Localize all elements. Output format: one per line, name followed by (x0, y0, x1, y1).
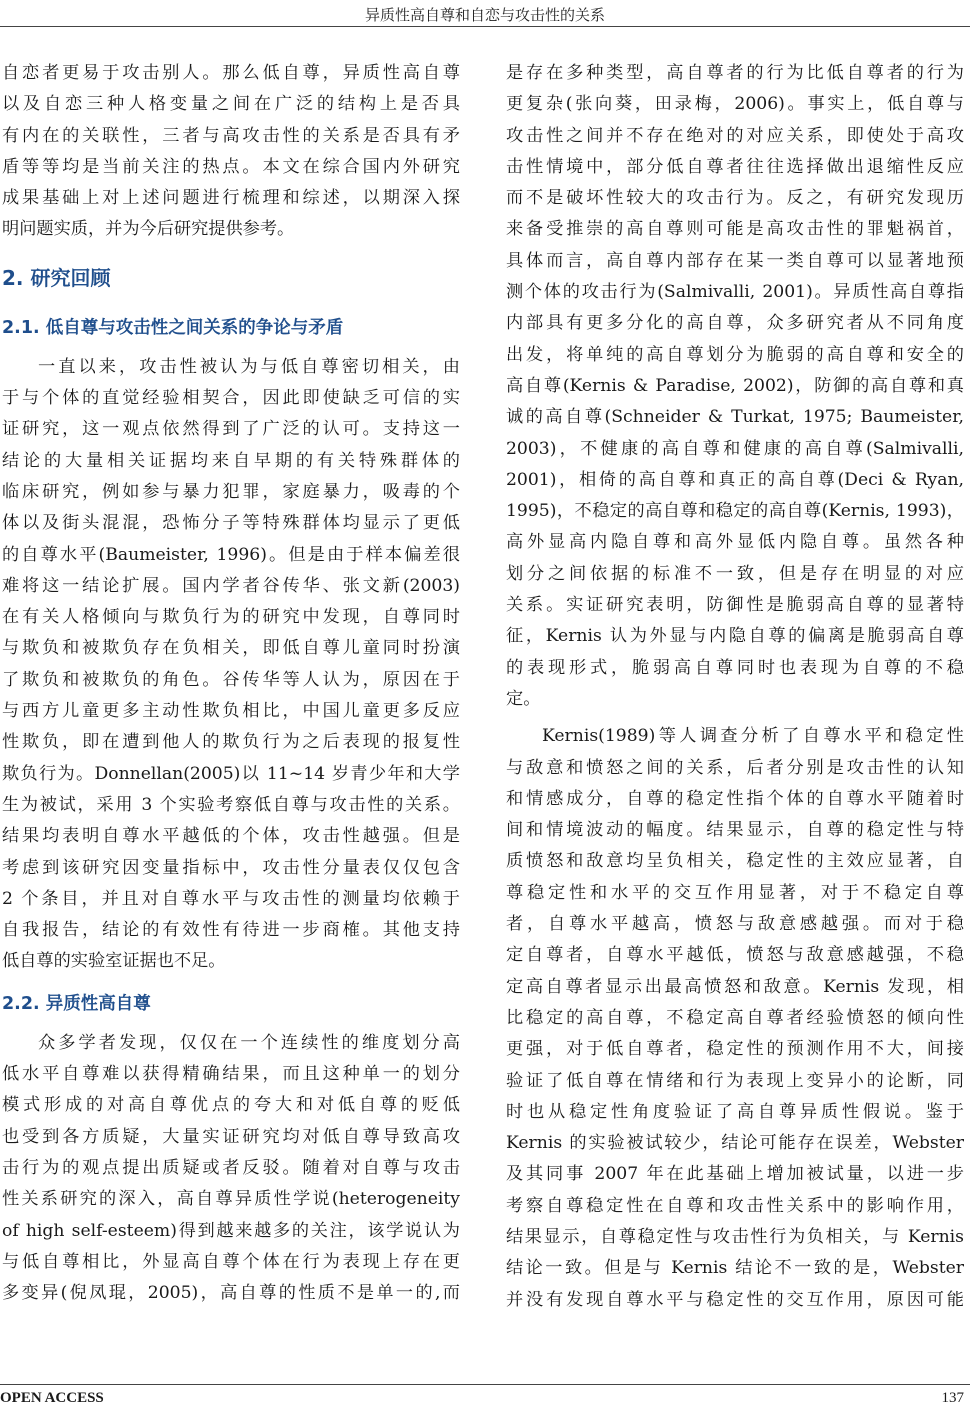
text-line: 性关系研究的深入，高自尊异质性学说(heterogeneity (2, 1189, 460, 1210)
text-line: 盾等等均是当前关注的热点。本文在综合国内外研究 (2, 156, 460, 177)
text-line: 结论的大量相关证据均来自早期的有关特殊群体的 (2, 450, 460, 471)
text-line: 内部具有更多分化的高自尊，众多研究者从不同角度 (506, 313, 964, 334)
text-line: 结论一致。但是与 Kernis 结论不一致的是，Webster (506, 1258, 964, 1279)
text-line: 考察自尊稳定性在自尊和攻击性关系中的影响作用， (506, 1195, 964, 1216)
text-line: 并没有发现自尊水平与稳定性的交互作用，原因可能 (506, 1289, 964, 1310)
text-line: 是存在多种类型，高自尊者的行为比低自尊者的行为 (506, 63, 964, 83)
paragraph-kernis (506, 721, 964, 1316)
text-line: 征，Kernis 认为外显与内隐自尊的偏离是脆弱高自尊 (506, 626, 964, 647)
text-line: 时也从稳定性角度验证了高自尊异质性假说。鉴于 (506, 1101, 964, 1122)
open-access-label: OPEN ACCESS (0, 1390, 104, 1406)
text-line: 难将这一结论扩展。国内学者谷传华、张文新(2003) (2, 575, 460, 596)
text-line: 击行为的观点提出质疑或者反驳。随着对自尊与攻击 (2, 1157, 460, 1178)
paragraph-2-1 (2, 352, 460, 978)
text-line: 比稳定的高自尊，不稳定高自尊者经验愤怒的倾向性 (506, 1007, 964, 1028)
text-line: 有内在的关联性，三者与高攻击性的关系是否具有矛 (2, 125, 460, 146)
text-line: 高外显高内隐自尊和高外显低内隐自尊。虽然各种 (506, 532, 964, 553)
text-line: 定高自尊者显示出最高愤怒和敌意。Kernis 发现，相 (506, 976, 964, 997)
text-line: 临床研究，例如参与暴力犯罪，家庭暴力，吸毒的个 (2, 481, 460, 502)
text-line: 诚的高自尊(Schneider & Turkat, 1975; Baumeister, (506, 407, 964, 428)
text-line: 定。 (506, 688, 541, 709)
paragraph-heterogeneity (506, 58, 964, 715)
text-line: 与欺负和被欺负存在负相关，即低自尊儿童同时扮演 (2, 638, 460, 659)
header-rule (0, 26, 970, 27)
text-line: 低自尊的实验室证据也不足。 (2, 951, 226, 972)
text-line: 高自尊(Kernis & Paradise, 2002)，防御的高自尊和真 (506, 375, 964, 396)
text-line: 结果显示，自尊稳定性与攻击性行为负相关，与 Kernis (506, 1226, 964, 1247)
text-line: 低水平自尊难以获得精确结果，而且这种单一的划分 (2, 1064, 460, 1085)
paragraph-2-2 (2, 1028, 460, 1310)
text-line: 众多学者发现，仅仅在一个连续性的维度划分高 (38, 1032, 460, 1053)
text-line: 模式形成的对高自尊优点的夸大和对低自尊的贬低 (2, 1095, 460, 1116)
text-line: 和情感成分，自尊的稳定性指个体的自尊水平随着时 (506, 788, 964, 809)
text-line: 2 个条目，并且对自尊水平与攻击性的测量均依赖于 (2, 888, 460, 909)
text-line: 了欺负和被欺负的角色。谷传华等人认为，原因在于 (2, 669, 460, 690)
text-line: 关系。实证研究表明，防御性是脆弱高自尊的显著特 (506, 595, 964, 616)
page-number: 137 (941, 1390, 964, 1406)
text-line: 结果均表明自尊水平越低的个体，攻击性越强。但是 (2, 826, 460, 847)
text-line: 体以及街头混混，恐怖分子等特殊群体均显示了更低 (2, 513, 460, 534)
text-line: 验证了低自尊在情绪和行为表现上变异小的论断，同 (506, 1070, 964, 1091)
text-line: 出发，将单纯的高自尊划分为脆弱的高自尊和安全的 (506, 344, 964, 365)
text-line: 而不是破坏性较大的攻击行为。反之，有研究发现历 (506, 188, 964, 209)
text-line: 一直以来，攻击性被认为与低自尊密切相关，由 (38, 356, 460, 377)
text-line: 成果基础上对上述问题进行梳理和综述，以期深入探 (2, 188, 460, 209)
text-line: 更强，对于低自尊者，稳定性的预测作用不大，间接 (506, 1039, 964, 1060)
text-line: 自恋者更易于攻击别人。那么低自尊，异质性高自尊 (2, 63, 460, 83)
running-title: 异质性高自尊和自恋与攻击性的关系 (364, 6, 605, 24)
text-line: Kernis(1989)等人调查分析了自尊水平和稳定性 (542, 726, 964, 747)
text-line: 于与个体的直觉经验相契合，因此即使缺乏可信的实 (2, 388, 460, 409)
text-line: 更复杂(张向葵，田录梅，2006)。事实上，低自尊与 (506, 94, 964, 115)
section-heading: 2. 研究回顾 (2, 265, 111, 290)
text-line: 性欺负，即在遭到他人的欺负行为之后表现的报复性 (2, 732, 460, 753)
text-line: 及其同事 2007 年在此基础上增加被试量，以进一步 (506, 1164, 964, 1185)
text-line: 生为被试，采用 3 个实验考察低自尊与攻击性的关系。 (2, 794, 460, 815)
text-line: 划分之间依据的标准不一致，但是存在明显的对应 (506, 563, 964, 584)
text-line: 2003)，不健康的高自尊和健康的高自尊(Salmivalli, (506, 438, 964, 459)
text-line: 在有关人格倾向与欺负行为的研究中发现，自尊同时 (2, 607, 460, 628)
text-line: 与低自尊相比，外显高自尊个体在行为表现上存在更 (2, 1251, 460, 1272)
subsection-heading-2-1: 2.1. 低自尊与攻击性之间关系的争论与矛盾 (2, 317, 344, 338)
intro-paragraph (2, 58, 460, 246)
text-line: 与敌意和愤怒之间的关系，后者分别是攻击性的认知 (506, 757, 964, 778)
text-line: 的表现形式，脆弱高自尊同时也表现为自尊的不稳 (506, 657, 964, 678)
text-line: 攻击性之间并不存在绝对的对应关系，即使处于高攻 (506, 125, 964, 146)
text-line: 测个体的攻击行为(Salmivalli, 2001)。异质性高自尊指 (506, 282, 964, 303)
text-line: 2001)，相倚的高自尊和真正的高自尊(Deci & Ryan, (506, 469, 964, 490)
text-line: 也受到各方质疑，大量实证研究均对低自尊导致高攻 (2, 1126, 460, 1147)
text-line: 与西方儿童更多主动性欺负相比，中国儿童更多反应 (2, 701, 460, 722)
text-line: 间和情境波动的幅度。结果显示，自尊的稳定性与特 (506, 820, 964, 841)
text-line: 考虑到该研究因变量指标中，攻击性分量表仅仅包含 (2, 857, 460, 878)
text-line: 尊稳定性和水平的交互作用显著，对于不稳定自尊 (506, 882, 964, 903)
text-line: of high self-esteem)得到越来越多的关注，该学说认为 (2, 1220, 460, 1241)
text-line: 者，自尊水平越高，愤怒与敌意感越强。而对于稳 (506, 914, 964, 935)
text-line: 以及自恋三种人格变量之间在广泛的结构上是否具 (2, 94, 460, 115)
right-column (506, 58, 964, 1316)
footer-rule (0, 1384, 970, 1385)
text-line: 欺负行为。Donnellan(2005)以 11~14 岁青少年和大学 (2, 763, 460, 784)
text-line: 多变异(倪凤琨，2005)，高自尊的性质不是单一的,而 (2, 1283, 460, 1304)
subsection-heading-2-2: 2.2. 异质性高自尊 (2, 993, 151, 1014)
text-line: 来备受推崇的高自尊则可能是高攻击性的罪魁祸首， (506, 219, 964, 240)
text-line: 1995)，不稳定的高自尊和稳定的高自尊(Kernis, 1993)， (506, 501, 964, 522)
text-line: 质愤怒和敌意均呈负相关，稳定性的主效应显著，自 (506, 851, 964, 872)
text-line: 定自尊者，自尊水平越低，愤怒与敌意感越强，不稳 (506, 945, 964, 966)
text-line: 自我报告，结论的有效性有待进一步商榷。其他支持 (2, 920, 460, 941)
text-line: 击性情境中，部分低自尊者往往选择做出退缩性反应 (506, 156, 964, 177)
text-line: 明问题实质，并为今后研究提供参考。 (2, 219, 295, 240)
text-line: 具体而言，高自尊内部存在某一类自尊可以显著地预 (506, 250, 964, 271)
left-column (2, 58, 460, 1309)
text-line: 证研究，这一观点依然得到了广泛的认可。支持这一 (2, 419, 460, 440)
text-line: 的自尊水平(Baumeister, 1996)。但是由于样本偏差很 (2, 544, 460, 565)
text-line: Kernis 的实验被试较少，结论可能存在误差，Webster (506, 1133, 964, 1154)
